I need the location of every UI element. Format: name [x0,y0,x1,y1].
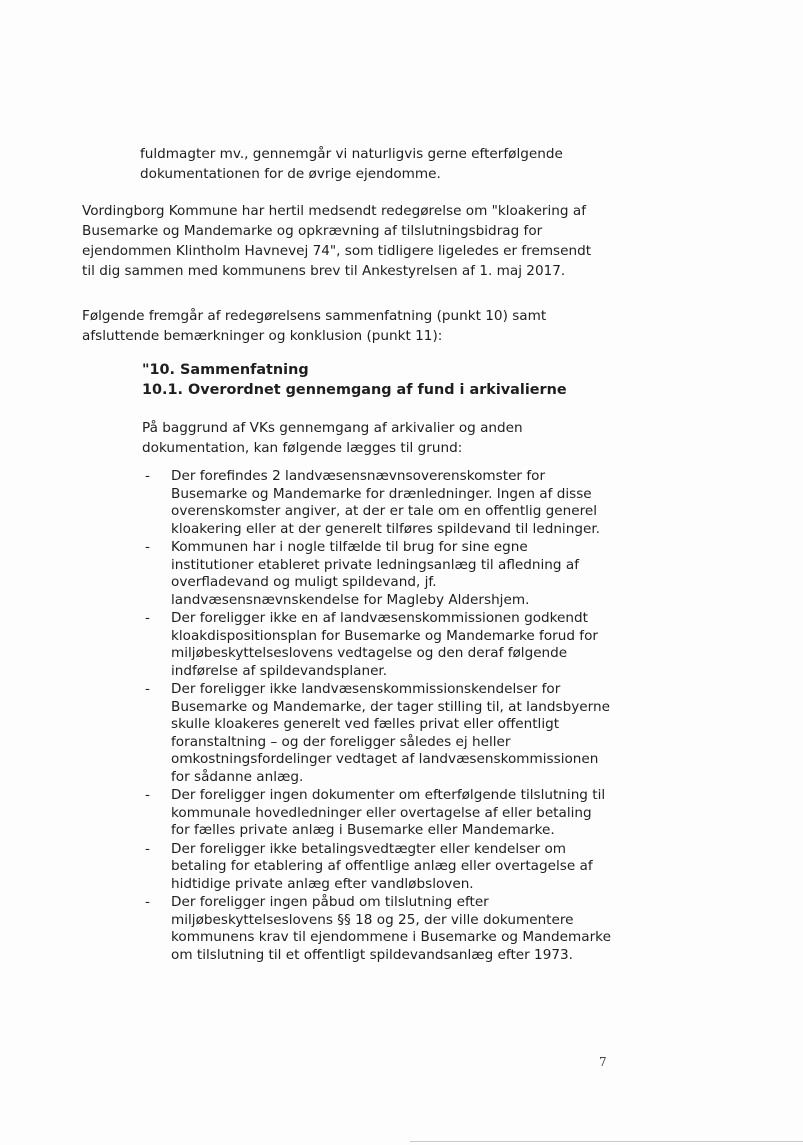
redegorelse-paragraph: Vordingborg Kommune har hertil medsendt redegørelse om "kloakering af Busemarke og Mandemarke og opkrævning af tilslutningsbidrag for ejendommen Klintholm Havnevej 74", som tidligere ligeledes er fremsendt til dig sammen med kommunens brev til Ankestyrelsen af 1. maj 2017. [82,203,592,279]
list-item-text: Der forefindes 2 landvæsensnævnsoverenskomster for Busemarke og Mandemarke for drænledninger. Ingen af disse overenskomster angiver, at der er tale om en offentlig generel kloakering eller at der generelt tilføres spildevand til ledninger. [171,468,600,537]
page-number: 7 [599,1055,607,1069]
bullet-dash: - [145,840,150,857]
list-item-text: Der foreligger ingen påbud om tilslutning efter miljøbeskyttelseslovens §§ 18 og 25, der ville dokumentere kommunens krav til ejendommene i Busemarke og Mandemarke om tilslutning til et offentligt spildevandsanlæg efter 1973. [171,894,611,963]
list-item-text: Kommunen har i nogle tilfælde til brug for sine egne institutioner etableret private ledningsanlæg til afledning af overfladevand og muligt spildevand, jf. landvæsensnævnskendelse for Magleby Aldershjem. [171,539,579,608]
quote-intro-paragraph: På baggrund af VKs gennemgang af arkivalier og anden dokumentation, kan følgende lægges til grund: [142,420,523,456]
list-item [142,841,612,894]
bullet-dash: - [145,681,150,697]
list-item-text: Der foreligger ikke landvæsenskommissionskendelser for Busemarke og Mandemarke, der tager stilling til, at landsbyerne skulle kloakeres generelt ved fælles privat eller offentligt foranstaltning – og der foreligger således ej heller omkostningsfordelinger vedtaget af landvæsenskommissionen for sådanne anlæg. [171,681,610,785]
quoted-summary [142,360,612,964]
section-heading: "10. Sammenfatning [142,362,309,378]
findings-list [142,468,612,964]
list-item-text: Der foreligger ikke en af landvæsenskommissionen godkendt kloakdispositionsplan for Busemarke og Mandemarke forud for miljøbeskyttelseslovens vedtagelse og den deraf følgende indførelse af spildevandsplaner. [171,610,599,679]
folgende-paragraph: Følgende fremgår af redegørelsens sammenfatning (punkt 10) samt afsluttende bemærkninger og konklusion (punkt 11): [82,308,547,344]
list-item-text: Der foreligger ingen dokumenter om efterfølgende tilslutning til kommunale hovedledninger eller overtagelse af eller betaling for fælles private anlæg i Busemarke eller Mandemarke. [171,787,606,838]
scan-edge-line [410,1141,803,1142]
list-item [142,610,612,680]
list-item [142,539,612,609]
list-item [142,468,612,538]
list-item [142,894,612,964]
bullet-dash: - [145,894,150,910]
bullet-dash: - [145,610,150,626]
subsection-heading: 10.1. Overordnet gennemgang af fund i arkivalierne [142,382,567,398]
bullet-dash: - [145,539,150,555]
list-item-text: Der foreligger ikke betalingsvedtægter eller kendelser om betaling for etablering af offentlige anlæg eller overtagelse af hidtidige private anlæg efter vandløbsloven. [171,840,593,892]
intro-continued-paragraph: fuldmagter mv., gennemgår vi naturligvis gerne efterfølgende dokumentationen for de øvrige ejendomme. [140,146,563,182]
list-item [142,681,612,786]
list-item [142,787,612,840]
bullet-dash: - [145,468,150,484]
bullet-dash: - [145,787,150,803]
